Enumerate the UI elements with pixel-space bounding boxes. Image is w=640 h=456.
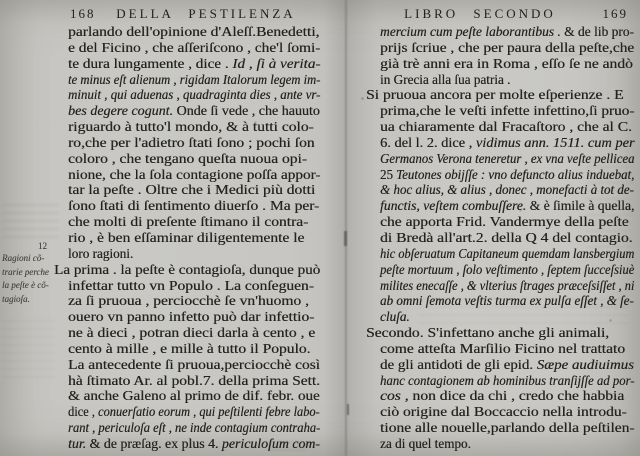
text-line (380, 119, 634, 135)
text-line (68, 103, 320, 119)
roman-segment: non dice da chi , credo che habbia (408, 388, 625, 404)
text-line (68, 246, 320, 262)
text-line (380, 278, 634, 294)
roman-segment: che molti di preſente ſtimano il contra- (68, 214, 309, 230)
latin-italic-segment: tur. (68, 435, 90, 451)
text-line (68, 373, 320, 389)
roman-segment: Onde ſi vede , che hauuto (176, 103, 320, 119)
fold-crease-mark (347, 404, 349, 415)
latin-italic-segment: functis, veſtem combuſſere. (380, 198, 530, 214)
roman-segment: rio , è ben eſſaminar diligentemente le (68, 229, 305, 245)
text-line (68, 87, 320, 103)
margin-note-line: tagioſa. (2, 293, 30, 304)
roman-segment: hà ſtimato Ar. al pobl.7. della prima Sett. (68, 372, 320, 388)
text-line (54, 262, 320, 278)
text-line (68, 309, 320, 325)
roman-segment: 25 (380, 166, 397, 182)
left-page-body (54, 24, 320, 452)
roman-segment: parlando dell'opinione d'Aleſſ.Benedetti, (68, 24, 320, 39)
bleedthrough-smudge (558, 46, 630, 58)
latin-italic-segment: milites enecaſſe , & vlterius ſtrages præceſsiſſet , ni (380, 277, 635, 293)
text-line (380, 373, 634, 389)
text-line (68, 135, 320, 151)
text-line (380, 24, 634, 40)
roman-segment: za di quel tempo. (380, 435, 471, 451)
latin-italic-segment: Sæpe audiuimus (536, 356, 634, 372)
running-title-left: DELLA PESTILENZA (116, 6, 296, 21)
text-line (68, 72, 320, 88)
text-line (68, 24, 320, 40)
roman-segment: prima,che le veſti infette infettino,ſi pruo- (380, 103, 635, 119)
bleedthrough-smudge (586, 158, 634, 250)
latin-italic-segment: Teutones obijſſe : vno defuncto alius induebat, (396, 166, 635, 182)
text-line (68, 198, 320, 214)
latin-italic-segment: cluſa. (380, 309, 410, 325)
text-line (380, 420, 634, 436)
roman-segment: tione alle nouelle,parlando della peſtilen- (380, 420, 635, 436)
text-line (68, 230, 320, 246)
roman-segment: & de præſag. ex plus 4. (89, 435, 222, 451)
roman-segment: che apporta Frid. Vandermye della peſte (380, 214, 629, 230)
latin-italic-segment: minuit , qui aduenas , quadraginta dies , ante vr- (68, 87, 321, 103)
margin-note (2, 240, 60, 306)
text-line (68, 388, 320, 404)
margin-note-lines (2, 252, 60, 306)
roman-segment: La prima . la peſte è contagioſa, dunque può (54, 261, 321, 277)
bleedthrough-smudge (2, 320, 54, 378)
scan-noise-specks (0, 0, 1, 1)
latin-italic-segment: te minus eſt alienum , rigidam Italorum legem im- (68, 71, 321, 87)
roman-segment: infettar tutto vn Populo . La conſeguen- (68, 277, 314, 293)
roman-segment: te dura lungamente , dice . (68, 55, 233, 71)
roman-segment: tar la peſte . Oltre che i Medici più dotti (68, 182, 316, 198)
roman-segment: nione, che la ſola contagione poſſa appor- (68, 166, 321, 182)
roman-segment: riguardo à tutto'l mondo, & à tutti colo- (68, 119, 314, 135)
text-line (68, 119, 320, 135)
margin-note-line: la peſte è cõ- (2, 280, 49, 291)
roman-segment: & è ſimile à quella, (529, 198, 635, 214)
roman-segment: La antecedente ſi pruoua,perciocchè così (68, 356, 320, 372)
latin-italic-segment: hanc contagionem ab hominibus tranſijſſe ad por- (380, 372, 635, 388)
text-line (68, 404, 320, 420)
left-page (54, 6, 320, 452)
text-line (68, 293, 320, 309)
roman-segment: ua chiaramente dal Fracaſtoro , che al C. (380, 119, 632, 135)
text-line (68, 278, 320, 294)
page-number-right: 169 (602, 6, 628, 21)
text-line (68, 341, 320, 357)
text-line (380, 341, 634, 357)
roman-segment: de gli antidoti de gli epid. (380, 356, 537, 372)
page-number-left: 168 (70, 6, 96, 21)
text-line (380, 56, 634, 72)
latin-italic-segment: & hoc alius, & alius , donec , monefacti à tot de- (380, 182, 634, 198)
text-line (68, 151, 320, 167)
latin-italic-segment: periculoſum com- (221, 435, 320, 451)
roman-segment: 6. del l. 2. dice , (380, 134, 476, 150)
roman-segment: loro ragioni. (68, 245, 134, 261)
roman-segment: già trè anni era in Roma , eſſo ſe ne andò (380, 55, 633, 71)
text-line (68, 56, 320, 72)
text-line (380, 436, 634, 452)
roman-segment: cento à mille , e mille à tutto il Populo. (68, 340, 311, 356)
text-line (68, 325, 320, 341)
roman-segment: za ſi pruoua , perciocchè ſe vn'huomo , (68, 293, 309, 309)
text-line (380, 357, 634, 373)
roman-segment: Secondo. S'infettano anche gli animali, (366, 325, 610, 341)
latin-italic-segment: vidimus ann. 1511. cum per (475, 134, 635, 150)
latin-italic-segment: Germanos Verona teneretur , ex vna veſte pellicea (380, 150, 635, 166)
roman-segment: ciò origine dal Boccaccio nella introdu- (380, 404, 627, 420)
latin-italic-segment: ab omni ſemota veſtis turma ex pulſa eſſet , & ſe- (380, 293, 634, 309)
roman-segment: e del Ficino , che aſſeriſcono , che'l ſomi- (68, 39, 321, 55)
roman-segment: ro,che per l'adietro ſtati ſono ; pochi ſon (68, 134, 315, 150)
right-page-header (366, 6, 634, 23)
text-line (380, 135, 634, 151)
text-line (380, 262, 634, 278)
roman-segment: Si pruoua ancora per molte eſperienze . E (366, 87, 624, 103)
margin-note-line: Ragioni cõ- (2, 253, 45, 263)
catchword-ghost (268, 441, 306, 452)
gutter-fold-line (345, 0, 347, 456)
latin-italic-segment: Id , ſi à verita- (232, 55, 321, 71)
text-line (68, 420, 320, 436)
roman-segment: ouero vn panno infetto può dar infettio- (68, 309, 315, 325)
bleedthrough-smudge (2, 204, 58, 238)
roman-segment: in Grecia alla ſua patria . (380, 71, 511, 87)
latin-italic-segment: hic obſeruatum Capitaneum quemdam lansbergium (380, 245, 635, 261)
text-line (380, 103, 634, 119)
margin-note-line: trarie perche (2, 266, 49, 277)
latin-italic-segment: bes degere cogunt. (68, 103, 177, 119)
text-line (380, 72, 634, 88)
latin-italic-segment: mercium cum peſte laborantibus . (380, 24, 565, 39)
margin-note-number: 12 (38, 241, 47, 251)
running-title-right: LIBRO SECONDO (404, 6, 556, 21)
roman-segment: di Bredà all'art.2. della Q 4 del contagio. (380, 229, 633, 245)
text-line (68, 40, 320, 56)
text-line (380, 388, 634, 404)
roman-segment: & de lib pro- (564, 24, 634, 39)
text-line (380, 404, 634, 420)
fold-crease-mark (344, 231, 347, 246)
roman-segment: & anche Galeno al primo de dif. febr. oue (68, 388, 320, 404)
text-line (68, 167, 320, 183)
roman-segment: coloro , che tengano queſta nuoua opi- (68, 150, 307, 166)
roman-segment: come atteſta Marſilio Ficino nel trattato (380, 340, 626, 356)
roman-segment: dice , (68, 404, 98, 420)
latin-italic-segment: conuerſatio eorum , qui peſtilenti febre labo- (97, 404, 320, 420)
text-line (68, 182, 320, 198)
text-line (68, 357, 320, 373)
latin-italic-segment: rant , periculoſa eſt , ne inde contagium contraha- (68, 420, 321, 436)
text-line (366, 87, 634, 103)
latin-italic-segment: cos , (380, 388, 409, 404)
roman-segment: prijs ſcriue , che per paura della peſte,che (380, 39, 635, 55)
left-page-header (54, 6, 320, 23)
bleedthrough-smudge (420, 298, 628, 330)
latin-italic-segment: peſte mortuum , ſolo veſtimento , ſeptem ſucceſsiuè (380, 261, 635, 277)
text-line (68, 214, 320, 230)
roman-segment: ſono ſtati di ſentimento diuerſo . Ma per- (68, 198, 320, 214)
roman-segment: ne à dieci , potran dieci darla à cento , e (68, 325, 316, 341)
